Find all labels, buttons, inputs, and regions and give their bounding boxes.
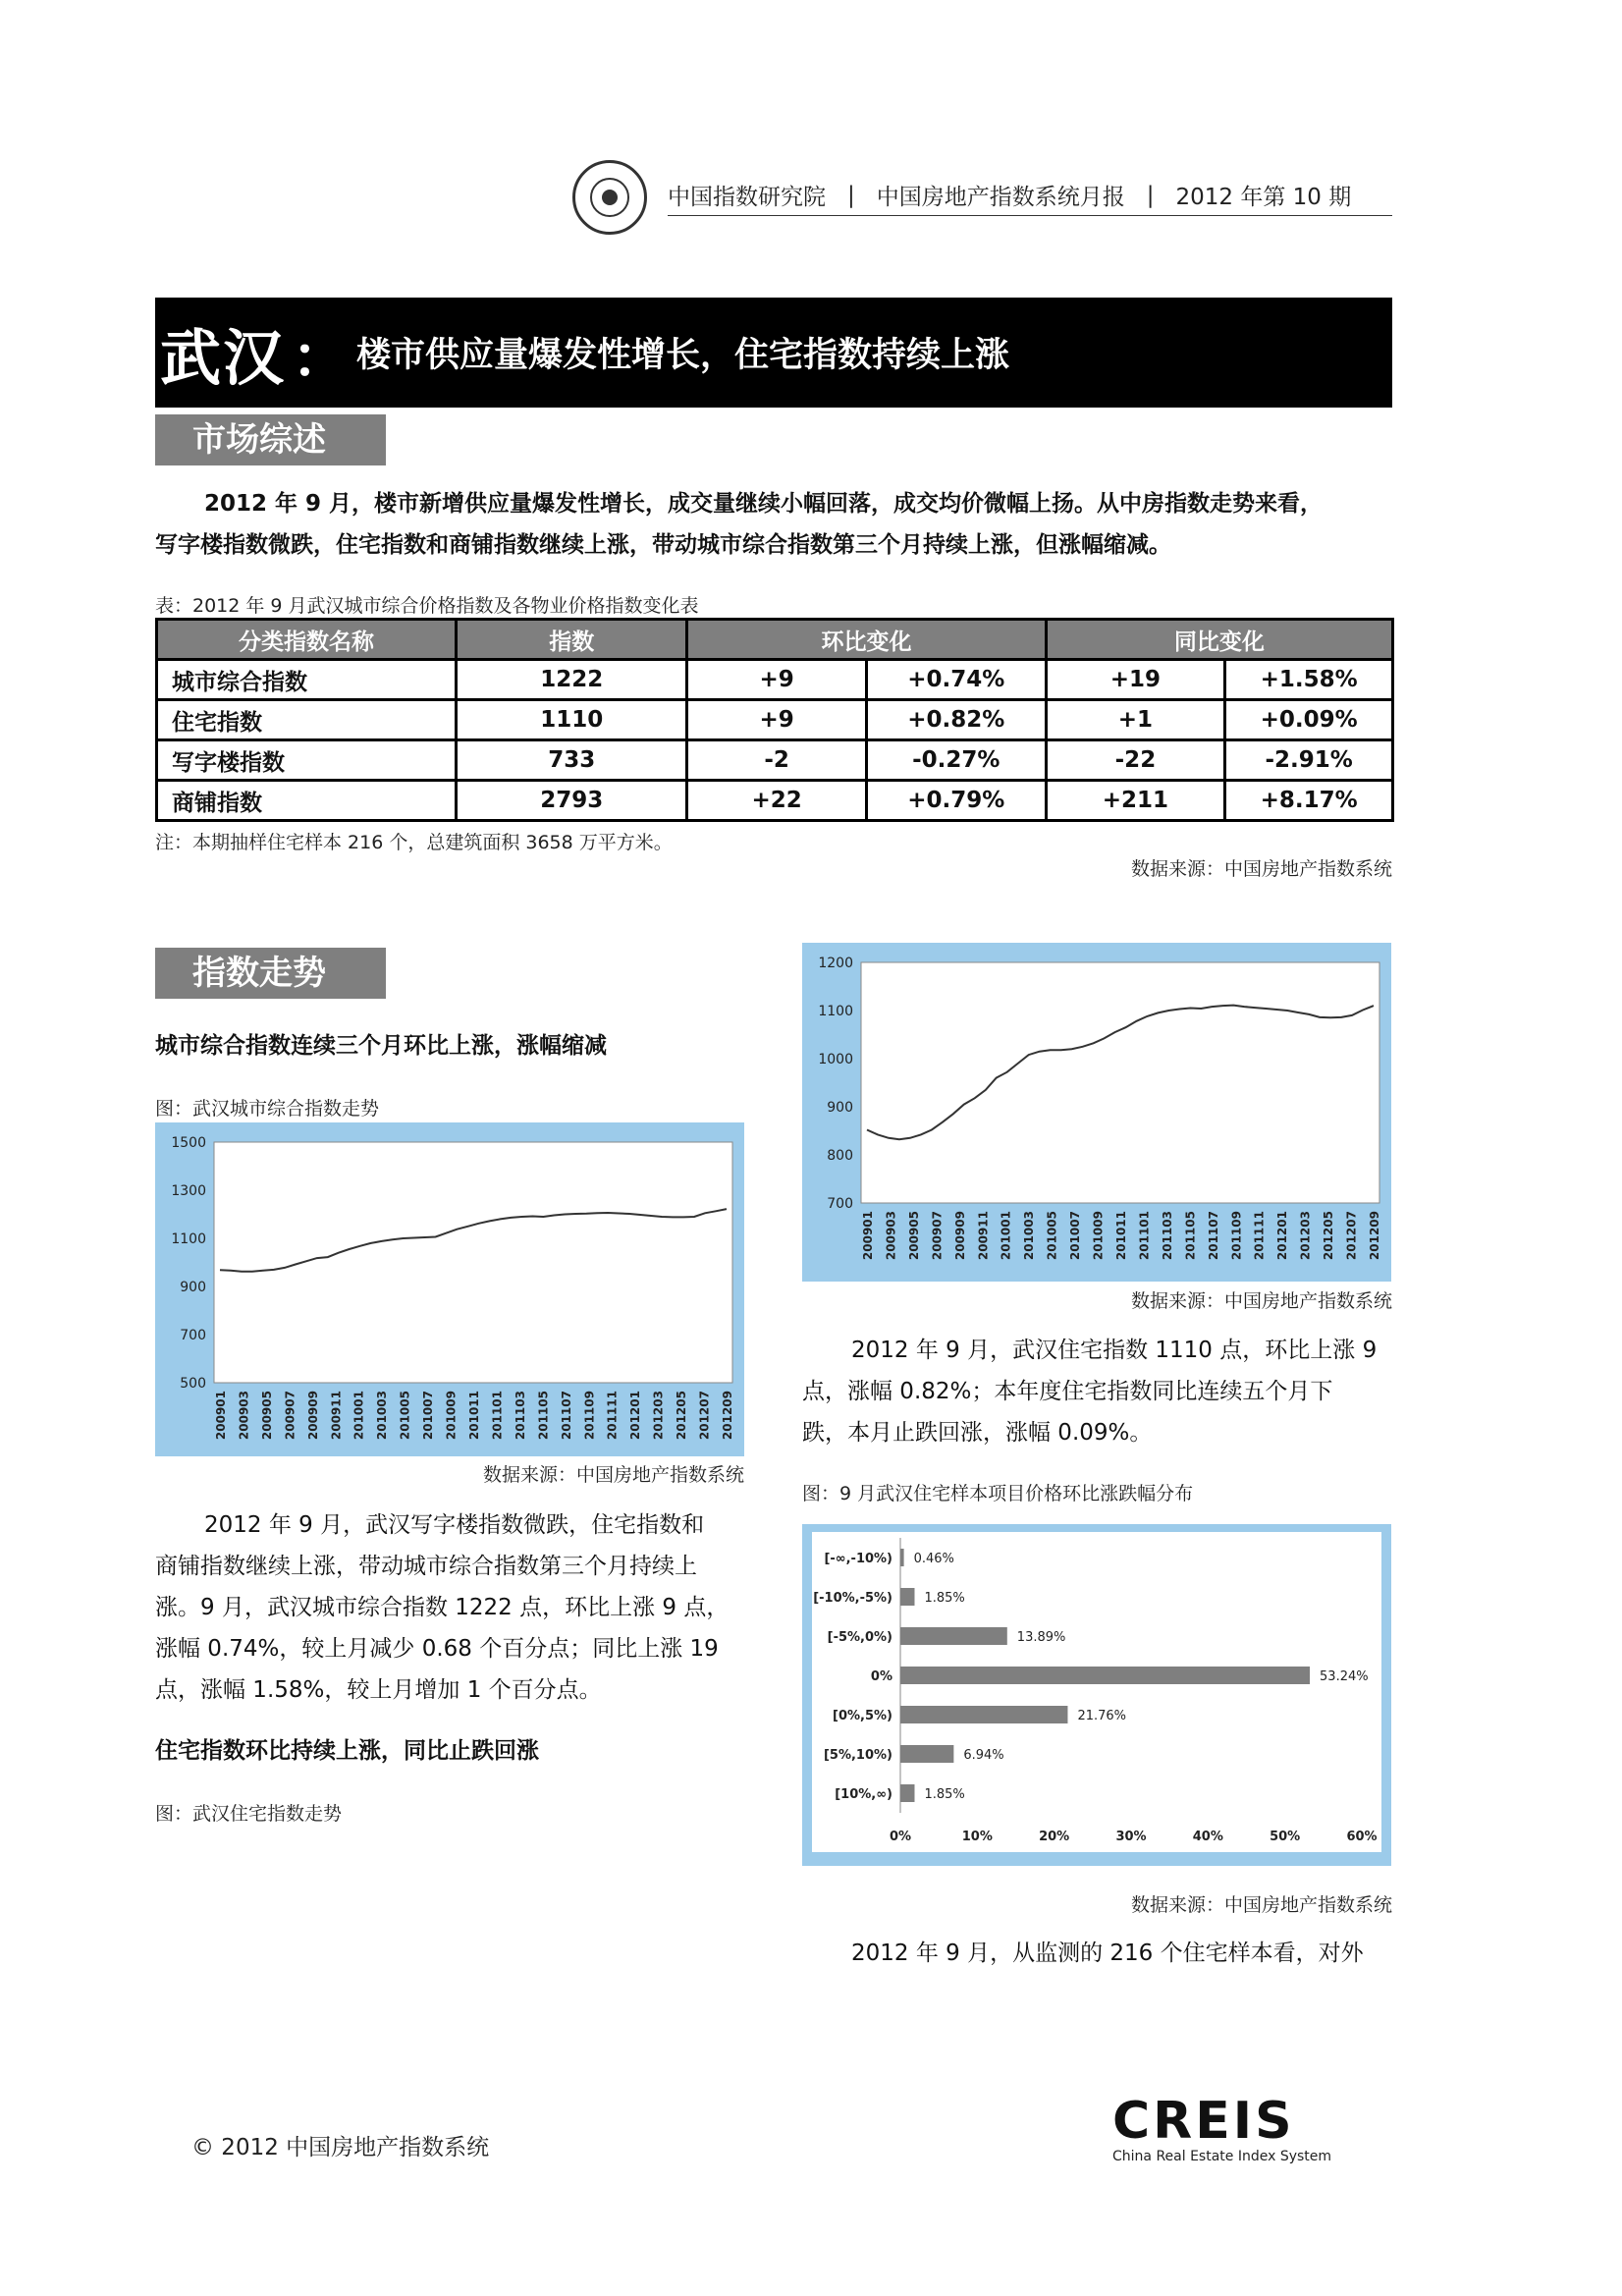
x-tick-label: 40% [1192, 1830, 1223, 1844]
section-label-market-overview: 市场综述 [155, 414, 386, 465]
x-tick-label: 201111 [605, 1391, 620, 1441]
title-subtitle: 楼市供应量爆发性增长，住宅指数持续上涨 [356, 336, 1010, 375]
x-tick-label: 201101 [490, 1391, 505, 1441]
x-tick-label: 201201 [628, 1391, 643, 1441]
bar [900, 1667, 1310, 1684]
x-tick-label: 201105 [536, 1391, 551, 1441]
category-label: [-∞,-10%) [824, 1552, 892, 1566]
para2-line: 点，涨幅 0.82%；本年度住宅指数同比连续五个月下 [802, 1379, 1333, 1404]
row-yoy-pct: +1.58% [1225, 660, 1393, 700]
summary-line-2: 写字楼指数微跌，住宅指数和商铺指数继续上涨，带动城市综合指数第三个月持续上涨，但涨幅缩减。 [155, 532, 1171, 558]
creis-logo-text: CREIS [1112, 2092, 1295, 2151]
x-tick-label: 200905 [906, 1211, 921, 1261]
x-tick-label: 60% [1346, 1830, 1378, 1844]
para1-line: 涨。9 月，武汉城市综合指数 1222 点，环比上涨 9 点， [155, 1595, 730, 1620]
category-label: [-10%,-5%) [813, 1591, 892, 1606]
row-yoy-pct: -2.91% [1225, 740, 1393, 781]
header-category: 分类指数名称 [157, 620, 457, 660]
data-label: 13.89% [1016, 1630, 1066, 1645]
plot-area [861, 962, 1379, 1203]
row-yoy: -22 [1046, 740, 1225, 781]
x-tick-label: 200909 [305, 1391, 320, 1441]
row-index: 733 [457, 740, 687, 781]
x-tick-label: 201207 [1344, 1211, 1359, 1261]
x-tick-label: 201005 [398, 1391, 412, 1441]
x-tick-label: 201205 [1322, 1211, 1336, 1261]
y-tick-label: 900 [180, 1280, 206, 1295]
price-change-distribution-chart [802, 1524, 1391, 1866]
header-institute: 中国指数研究院 [668, 185, 826, 210]
row-index: 2793 [457, 781, 687, 821]
row-mom-pct: -0.27% [866, 740, 1046, 781]
x-tick-label: 201007 [1068, 1211, 1083, 1261]
row-mom-pct: +0.82% [866, 700, 1046, 740]
x-tick-label: 50% [1270, 1830, 1301, 1844]
bar [900, 1745, 953, 1763]
category-label: [5%,10%) [823, 1748, 892, 1763]
y-tick-label: 1000 [818, 1052, 853, 1067]
subhead-residential-index: 住宅指数环比持续上涨，同比止跌回涨 [155, 1738, 539, 1764]
category-label: [-5%,0%) [827, 1630, 892, 1645]
row-name: 城市综合指数 [157, 660, 457, 700]
fig1-source: 数据来源：中国房地产指数系统 [482, 1464, 744, 1486]
report-header: 中国指数研究院 | 中国房地产指数系统月报 | 2012 年第 10 期 [668, 179, 1392, 216]
fig3-source: 数据来源：中国房地产指数系统 [1130, 1290, 1392, 1312]
header-report-name: 中国房地产指数系统月报 [876, 185, 1125, 210]
x-tick-label: 201107 [559, 1391, 573, 1441]
x-tick-label: 200911 [329, 1391, 344, 1441]
para1-line: 涨幅 0.74%，较上月减少 0.68 个百分点；同比上涨 19 [155, 1636, 719, 1662]
table-header-row [157, 620, 1393, 660]
x-tick-label: 201111 [1252, 1211, 1267, 1261]
x-tick-label: 201205 [675, 1391, 689, 1441]
x-tick-label: 201003 [1022, 1211, 1037, 1261]
row-mom: +9 [687, 700, 867, 740]
row-yoy: +211 [1046, 781, 1225, 821]
data-label: 0.46% [913, 1552, 954, 1566]
institute-logo-icon [572, 160, 647, 235]
para2-line: 跌，本月止跌回涨，涨幅 0.09%。 [802, 1420, 1153, 1446]
x-tick-label: 201001 [999, 1211, 1013, 1261]
residential-index-chart-svg [802, 943, 1391, 1282]
row-mom: -2 [687, 740, 867, 781]
title-colon: ： [292, 324, 350, 391]
x-tick-label: 201003 [375, 1391, 390, 1441]
y-tick-label: 1200 [818, 956, 853, 971]
bar [900, 1588, 914, 1606]
row-name: 商铺指数 [157, 781, 457, 821]
data-label: 1.85% [924, 1591, 965, 1606]
fig2-caption: 图：武汉住宅指数走势 [155, 1803, 343, 1825]
row-index: 1110 [457, 700, 687, 740]
category-label: [10%,∞) [835, 1787, 892, 1802]
row-yoy-pct: +0.09% [1225, 700, 1393, 740]
city-index-chart-svg [155, 1122, 744, 1456]
table-row [157, 660, 1393, 700]
row-yoy: +1 [1046, 700, 1225, 740]
data-label: 6.94% [963, 1748, 1004, 1763]
fig1-caption: 图：武汉城市综合指数走势 [155, 1098, 380, 1120]
x-tick-label: 200909 [952, 1211, 967, 1261]
y-tick-label: 800 [827, 1148, 853, 1164]
footer-copyright: © 2012 中国房地产指数系统 [191, 2135, 490, 2160]
x-tick-label: 30% [1115, 1830, 1147, 1844]
x-tick-label: 201209 [1368, 1211, 1381, 1261]
x-tick-label: 201009 [1091, 1211, 1106, 1261]
x-tick-label: 200901 [214, 1391, 228, 1441]
x-tick-label: 201011 [1114, 1211, 1128, 1261]
x-tick-label: 200911 [976, 1211, 991, 1261]
bar [900, 1549, 904, 1566]
table-note: 注：本期抽样住宅样本 216 个，总建筑面积 3658 万平方米。 [155, 832, 673, 853]
y-tick-label: 700 [827, 1196, 853, 1212]
data-label: 53.24% [1320, 1669, 1369, 1684]
row-mom: +22 [687, 781, 867, 821]
price-change-distribution-chart-svg [802, 1524, 1391, 1866]
row-yoy-pct: +8.17% [1225, 781, 1393, 821]
x-tick-label: 201005 [1045, 1211, 1059, 1261]
x-tick-label: 201105 [1183, 1211, 1198, 1261]
y-tick-label: 1100 [171, 1231, 206, 1247]
x-tick-label: 201001 [351, 1391, 366, 1441]
residential-index-chart [802, 943, 1391, 1282]
x-tick-label: 200905 [259, 1391, 274, 1441]
category-label: 0% [870, 1669, 892, 1684]
x-tick-label: 0% [889, 1830, 912, 1844]
title-banner [155, 298, 1392, 408]
x-tick-label: 201007 [421, 1391, 436, 1441]
x-tick-label: 10% [961, 1830, 993, 1844]
para2-line: 2012 年 9 月，武汉住宅指数 1110 点，环比上涨 9 [851, 1338, 1378, 1363]
para3-line: 2012 年 9 月，从监测的 216 个住宅样本看，对外 [851, 1941, 1364, 1966]
row-name: 写字楼指数 [157, 740, 457, 781]
y-tick-label: 1300 [171, 1183, 206, 1199]
y-tick-label: 700 [180, 1328, 206, 1343]
creis-logo-tagline: China Real Estate Index System [1112, 2149, 1332, 2164]
fig4-source: 数据来源：中国房地产指数系统 [1130, 1894, 1392, 1916]
fig4-caption: 图：9 月武汉住宅样本项目价格环比涨跌幅分布 [802, 1483, 1194, 1504]
bar [900, 1627, 1007, 1645]
x-tick-label: 200901 [861, 1211, 875, 1261]
data-label: 1.85% [924, 1787, 965, 1802]
para1-line: 2012 年 9 月，武汉写字楼指数微跌，住宅指数和 [204, 1512, 705, 1538]
y-tick-label: 900 [827, 1100, 853, 1116]
bar [900, 1706, 1067, 1723]
x-tick-label: 201207 [697, 1391, 712, 1441]
x-tick-label: 200903 [884, 1211, 898, 1261]
creis-logo [1112, 2094, 1331, 2164]
row-mom-pct: +0.79% [866, 781, 1046, 821]
row-yoy: +19 [1046, 660, 1225, 700]
table-source: 数据来源：中国房地产指数系统 [1130, 858, 1392, 880]
x-tick-label: 200903 [237, 1391, 251, 1441]
row-index: 1222 [457, 660, 687, 700]
header-index: 指数 [457, 620, 687, 660]
header-yoy: 同比变化 [1046, 620, 1392, 660]
sample-paragraph [802, 1933, 1396, 1974]
bar [900, 1784, 914, 1802]
row-name: 住宅指数 [157, 700, 457, 740]
index-table [155, 618, 1394, 822]
x-tick-label: 201203 [651, 1391, 666, 1441]
x-tick-label: 201109 [1229, 1211, 1244, 1261]
x-tick-label: 20% [1039, 1830, 1070, 1844]
para1-line: 点，涨幅 1.58%，较上月增加 1 个百分点。 [155, 1677, 602, 1703]
row-mom: +9 [687, 660, 867, 700]
header-issue: 2012 年第 10 期 [1175, 185, 1352, 210]
market-summary [155, 483, 1394, 566]
table-caption: 表：2012 年 9 月武汉城市综合价格指数及各物业价格指数变化表 [155, 595, 699, 617]
x-tick-label: 201107 [1206, 1211, 1220, 1261]
y-tick-label: 1500 [171, 1135, 206, 1151]
x-tick-label: 200907 [283, 1391, 297, 1441]
row-mom-pct: +0.74% [866, 660, 1046, 700]
city-index-chart [155, 1122, 744, 1456]
x-tick-label: 200907 [930, 1211, 945, 1261]
x-tick-label: 201109 [582, 1391, 597, 1441]
title-city: 武汉 [160, 321, 287, 394]
data-label: 21.76% [1077, 1709, 1127, 1723]
x-tick-label: 201103 [513, 1391, 527, 1441]
x-tick-label: 201103 [1160, 1211, 1174, 1261]
subhead-city-index: 城市综合指数连续三个月环比上涨，涨幅缩减 [155, 1033, 607, 1059]
x-tick-label: 201209 [721, 1391, 734, 1441]
x-tick-label: 201101 [1137, 1211, 1152, 1261]
x-tick-label: 201203 [1298, 1211, 1313, 1261]
category-label: [0%,5%) [833, 1709, 892, 1723]
y-tick-label: 1100 [818, 1004, 853, 1019]
header-mom: 环比变化 [687, 620, 1046, 660]
plot-area [812, 1532, 1381, 1852]
residential-index-paragraph [802, 1330, 1396, 1453]
para1-line: 商铺指数继续上涨，带动城市综合指数第三个月持续上 [155, 1554, 697, 1579]
city-index-paragraph [155, 1504, 749, 1711]
plot-area [214, 1142, 732, 1383]
x-tick-label: 201201 [1275, 1211, 1290, 1261]
table-row [157, 781, 1393, 821]
x-tick-label: 201011 [467, 1391, 481, 1441]
table-row [157, 700, 1393, 740]
y-tick-label: 500 [180, 1376, 206, 1392]
x-tick-label: 201009 [444, 1391, 459, 1441]
summary-line-1: 2012 年 9 月，楼市新增供应量爆发性增长，成交量继续小幅回落，成交均价微幅上扬。从中房指数走势来看， [204, 491, 1324, 517]
table-row [157, 740, 1393, 781]
section-label-index-trend: 指数走势 [155, 948, 386, 999]
